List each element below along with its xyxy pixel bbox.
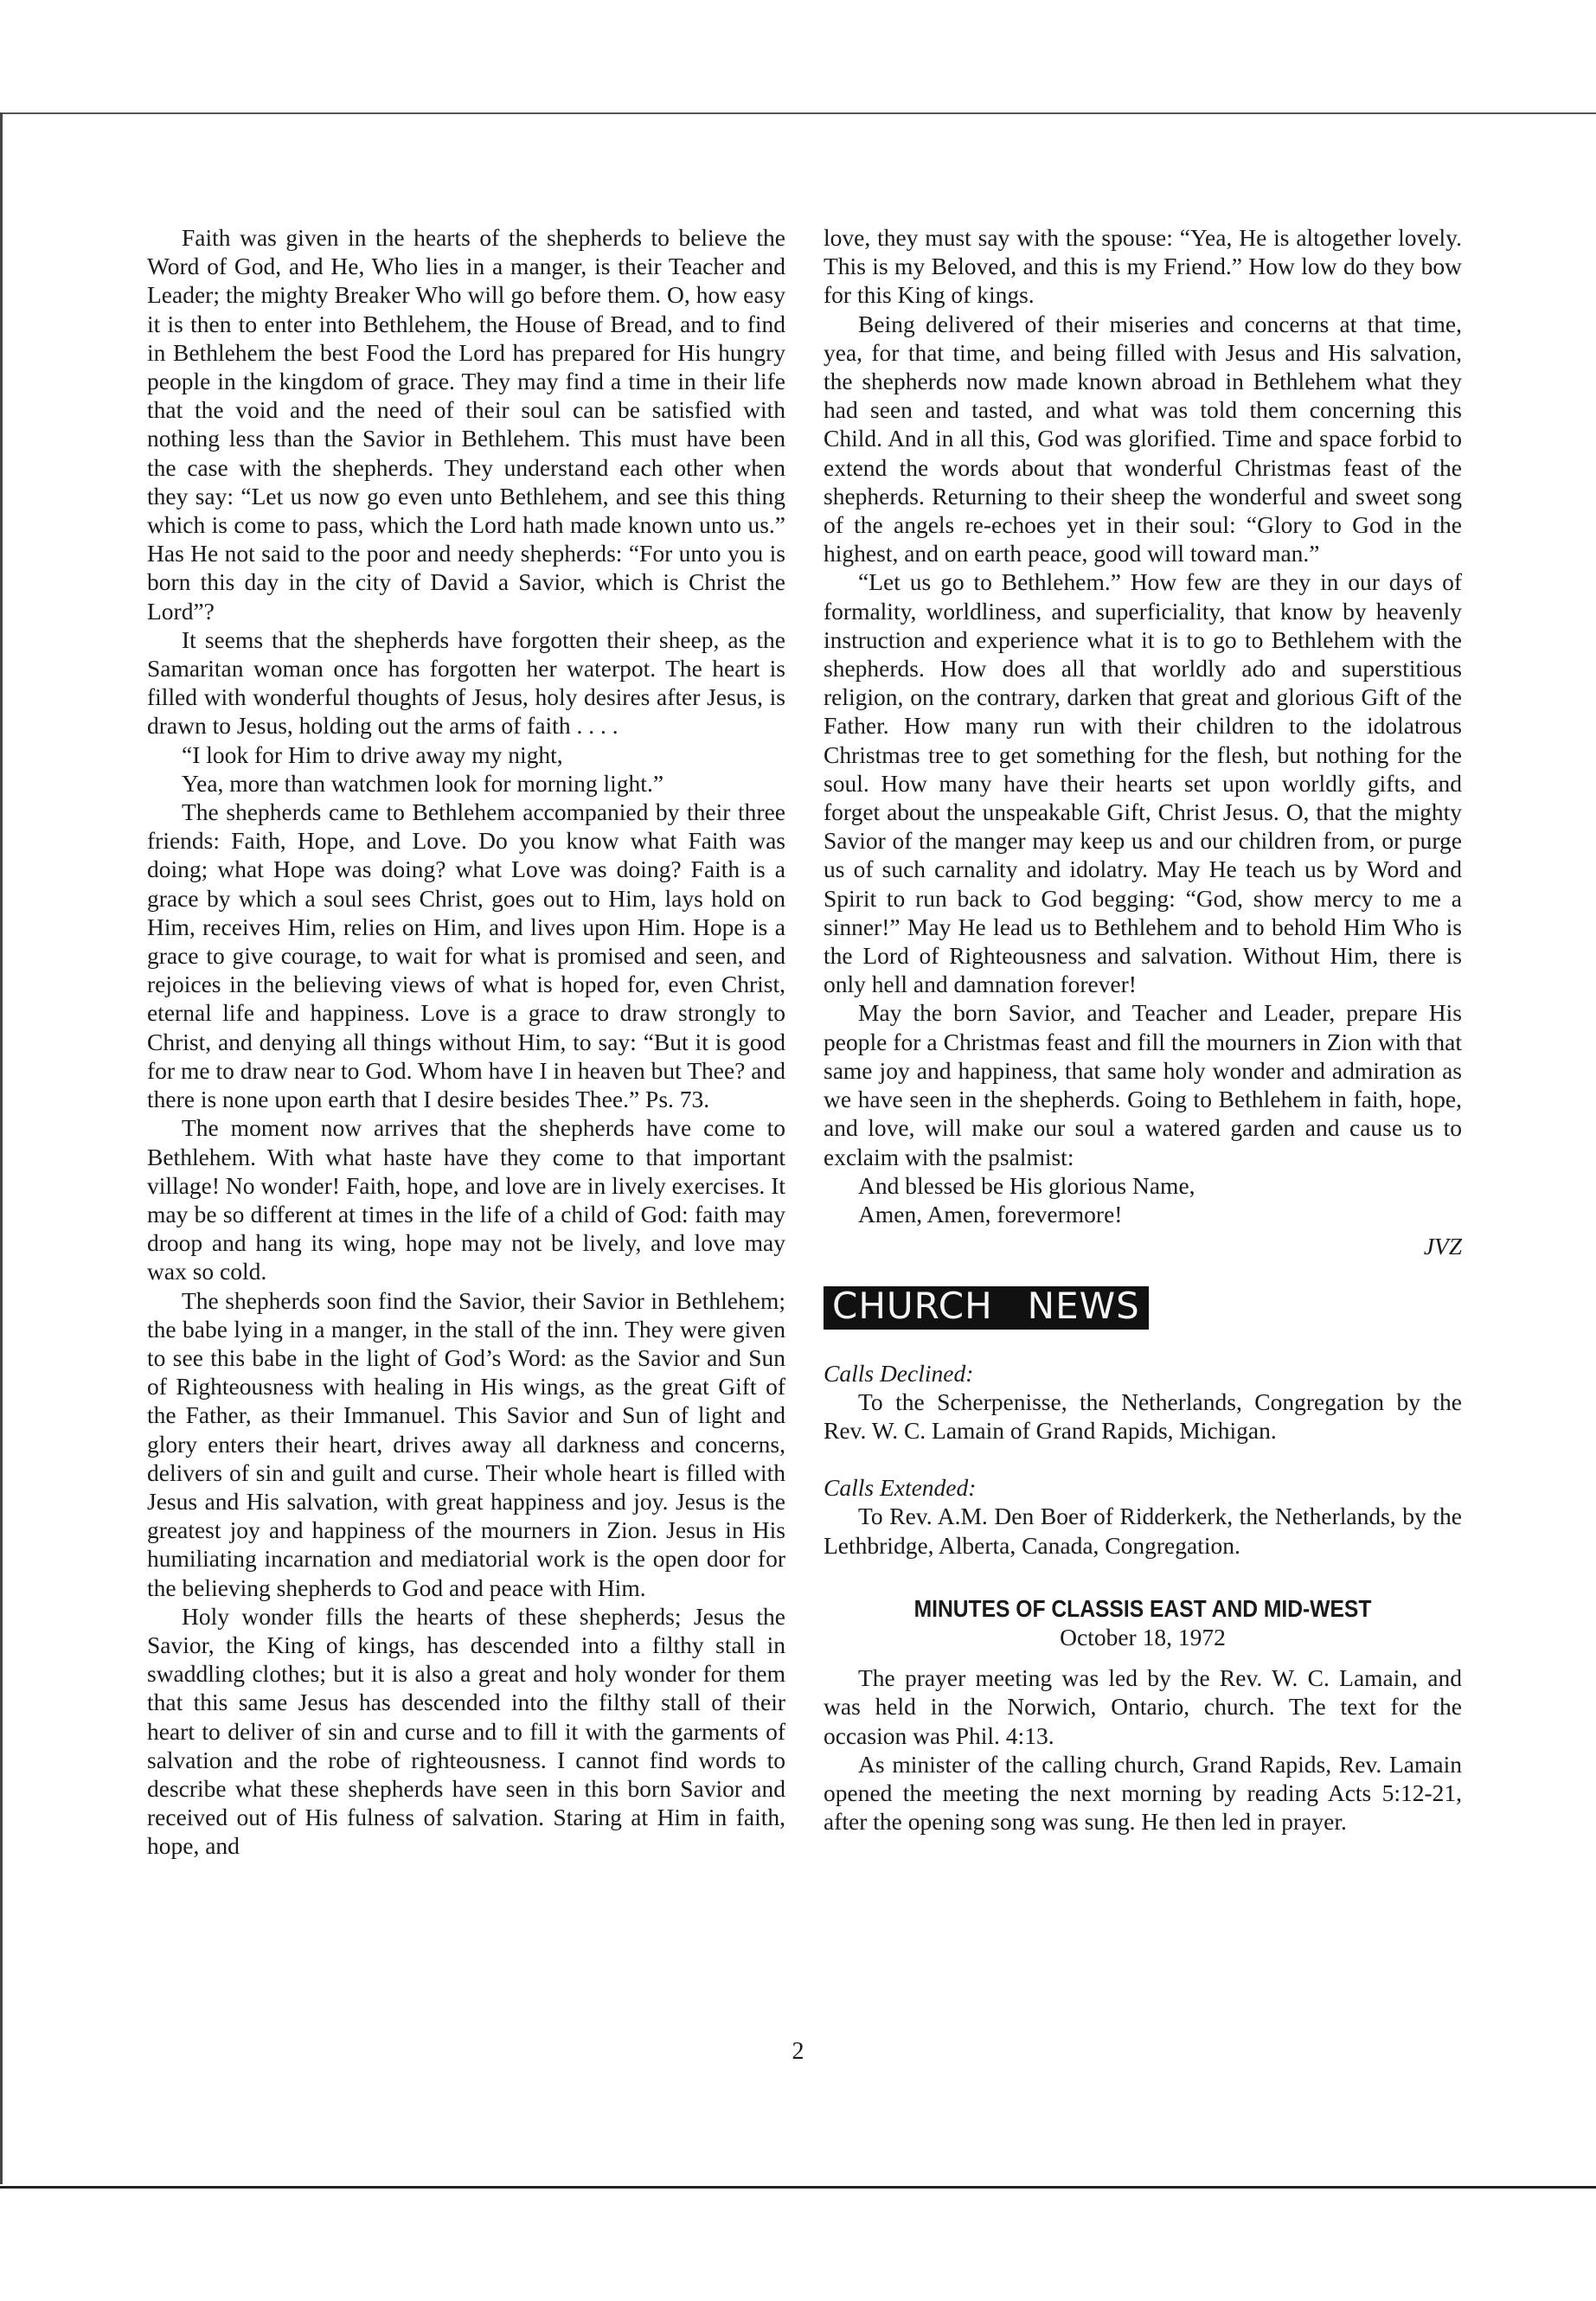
calls-extended-text: To Rev. A.M. Den Boer of Ridderkerk, the Netherlands, by the Lethbridge, Alberta, Canada, Congregation. bbox=[824, 1503, 1462, 1559]
paragraph: As minister of the calling church, Grand Rapids, Rev. Lamain opened the meeting the next morning by reading Acts 5:12-21, after the opening song was sung. He then led in prayer. bbox=[824, 1750, 1462, 1836]
calls-extended-label: Calls Extended: bbox=[824, 1474, 977, 1502]
minutes-date: October 18, 1972 bbox=[1060, 1623, 1226, 1650]
verse-line: And blessed be His glorious Name, bbox=[858, 1171, 1195, 1199]
banner-word: CHURCH bbox=[832, 1285, 993, 1328]
minutes-heading: MINUTES OF CLASSIS EAST AND MID-WEST bbox=[913, 1594, 1372, 1622]
banner-word: NEWS bbox=[1027, 1285, 1140, 1328]
left-column bbox=[147, 223, 785, 1861]
page-number: 2 bbox=[792, 2038, 804, 2065]
author-signature: JVZ bbox=[1423, 1233, 1462, 1260]
paragraph: May the born Savior, and Teacher and Leader, prepare His people for a Christmas feast and fill the mourners in Zion with that same joy and happiness, that same holy wonder and admiration as we have seen in the shepherds. Going to Bethlehem in faith, hope, and love, will make our soul a watered garden and cause us to exclaim with the psalmist: bbox=[824, 999, 1462, 1170]
right-column bbox=[824, 223, 1462, 1836]
paragraph: The shepherds came to Bethlehem accompanied by their three friends: Faith, Hope, and Love. Do you know what Faith was doing; what Hope was doing? what Love was doing? Faith is a grace by which a soul sees Christ, goes out to Him, lays hold on Him, receives Him, relies on Him, and lives upon Him. Hope is a grace to give courage, to wait for what is promised and seen, and rejoices in the believing views of what is hoped for, even Christ, eternal life and happiness. Love is a grace to draw strongly to Christ, and denying all things without Him, to say: “But it is good for me to draw near to God. Whom have I in heaven but Thee? and there is none upon earth that I desire besides Thee.” Ps. 73. bbox=[147, 798, 785, 1113]
paragraph: The shepherds soon find the Savior, their Savior in Bethlehem; the babe lying in a manger, in the stall of the inn. They were given to see this babe in the light of God’s Word: as the Savior and Sun of Righteousness with healing in His wings, as the great Gift of the Father, as their Immanuel. This Savior and Sun of light and glory enters their heart, drives away all darkness and concerns, delivers of sin and guilt and curse. Their whole heart is filled with Jesus and His salvation, with great happiness and joy. Jesus is the greatest joy and happiness of the mourners in Zion. Jesus in His humiliating incarnation and mediatorial work is the open door for the believing shepherds to God and peace with Him. bbox=[147, 1286, 785, 1601]
verse-line: “I look for Him to drive away my night, bbox=[182, 740, 563, 768]
church-news-banner bbox=[824, 1286, 1149, 1329]
paragraph: The prayer meeting was led by the Rev. W. C. Lamain, and was held in the Norwich, Ontario, church. The text for the occasion was Phil. 4:13. bbox=[824, 1664, 1462, 1749]
calls-declined-text: To the Scherpenisse, the Netherlands, Congregation by the Rev. W. C. Lamain of Grand Rapids, Michigan. bbox=[824, 1388, 1462, 1444]
paragraph: It seems that the shepherds have forgotten their sheep, as the Samaritan woman once has forgotten her waterpot. The heart is filled with wonderful thoughts of Jesus, holy desires after Jesus, is drawn to Jesus, holding out the arms of faith . . . . bbox=[147, 625, 785, 740]
page-edge bbox=[0, 112, 3, 2184]
paragraph: The moment now arrives that the shepherds have come to Bethlehem. With what haste have they come to that important village! No wonder! Faith, hope, and love are in lively exercises. It may be so different at times in the life of a child of God: faith may droop and hang its wing, hope may not be lively, and love may wax so cold. bbox=[147, 1114, 785, 1285]
paragraph: Faith was given in the hearts of the shepherds to believe the Word of God, and He, Who lies in a manger, is their Teacher and Leader; the mighty Breaker Who will go before them. O, how easy it is then to enter into Bethlehem, the House of Bread, and to find in Bethlehem the best Food the Lord has prepared for His hungry people in the kingdom of grace. They may find a time in their life that the void and the need of their soul can be satisfied with nothing less than the Savior in Bethlehem. This must have been the case with the shepherds. They understand each other when they say: “Let us now go even unto Bethlehem, and see this thing which is come to pass, which the Lord hath made known unto us.” Has He not said to the poor and needy shepherds: “For unto you is born this day in the city of David a Savior, which is Christ the Lord”? bbox=[147, 224, 785, 625]
paragraph: Being delivered of their miseries and concerns at that time, yea, for that time, and being filled with Jesus and His salvation, the shepherds now made known abroad in Bethlehem what they had seen and tasted, and what was told them concerning this Child. And in all this, God was glorified. Time and space forbid to extend the words about that wonderful Christmas feast of the shepherds. Returning to their sheep the wonderful and sweet song of the angels re-echoes yet in their soul: “Glory to God in the highest, and on earth peace, good will toward man.” bbox=[824, 310, 1462, 567]
paragraph: Holy wonder fills the hearts of these shepherds; Jesus the Savior, the King of kings, has descended into a filthy stall in swaddling clothes; but it is also a great and holy wonder for them that this same Jesus has descended into the filthy stall of their heart to deliver of sin and curse and to fill it with the garments of salvation and the robe of righteousness. I cannot find words to describe what these shepherds have seen in this born Savior and received out of His fulness of salvation. Staring at Him in faith, hope, and bbox=[147, 1602, 785, 1860]
paragraph: “Let us go to Bethlehem.” How few are they in our days of formality, worldliness, and superficiality, that know by heavenly instruction and experience what it is to go to Bethlehem with the shepherds. How does all that worldly ado and superstitious religion, on the contrary, darken that great and glorious Gift of the Father. How many run with their children to the idolatrous Christmas tree to get something for the flesh, but nothing for the soul. How many have their hearts set upon worldly gifts, and forget about the unspeakable Gift, Christ Jesus. O, that the mighty Savior of the manger may keep us and our children from, or purge us of such carnality and idolatry. May He teach us by Word and Spirit to run back to God begging: “God, show mercy to me a sinner!” May He lead us to Bethlehem and to behold Him Who is the Lord of Righteousness and salvation. Without Him, there is only hell and damnation forever! bbox=[824, 568, 1462, 998]
verse-line: Yea, more than watchmen look for morning light.” bbox=[182, 769, 664, 797]
paragraph: love, they must say with the spouse: “Yea, He is altogether lovely. This is my Beloved, and this is my Friend.” How low do they bow for this King of kings. bbox=[824, 224, 1462, 309]
verse-line: Amen, Amen, forevermore! bbox=[858, 1200, 1123, 1227]
calls-declined-label: Calls Declined: bbox=[824, 1359, 974, 1387]
